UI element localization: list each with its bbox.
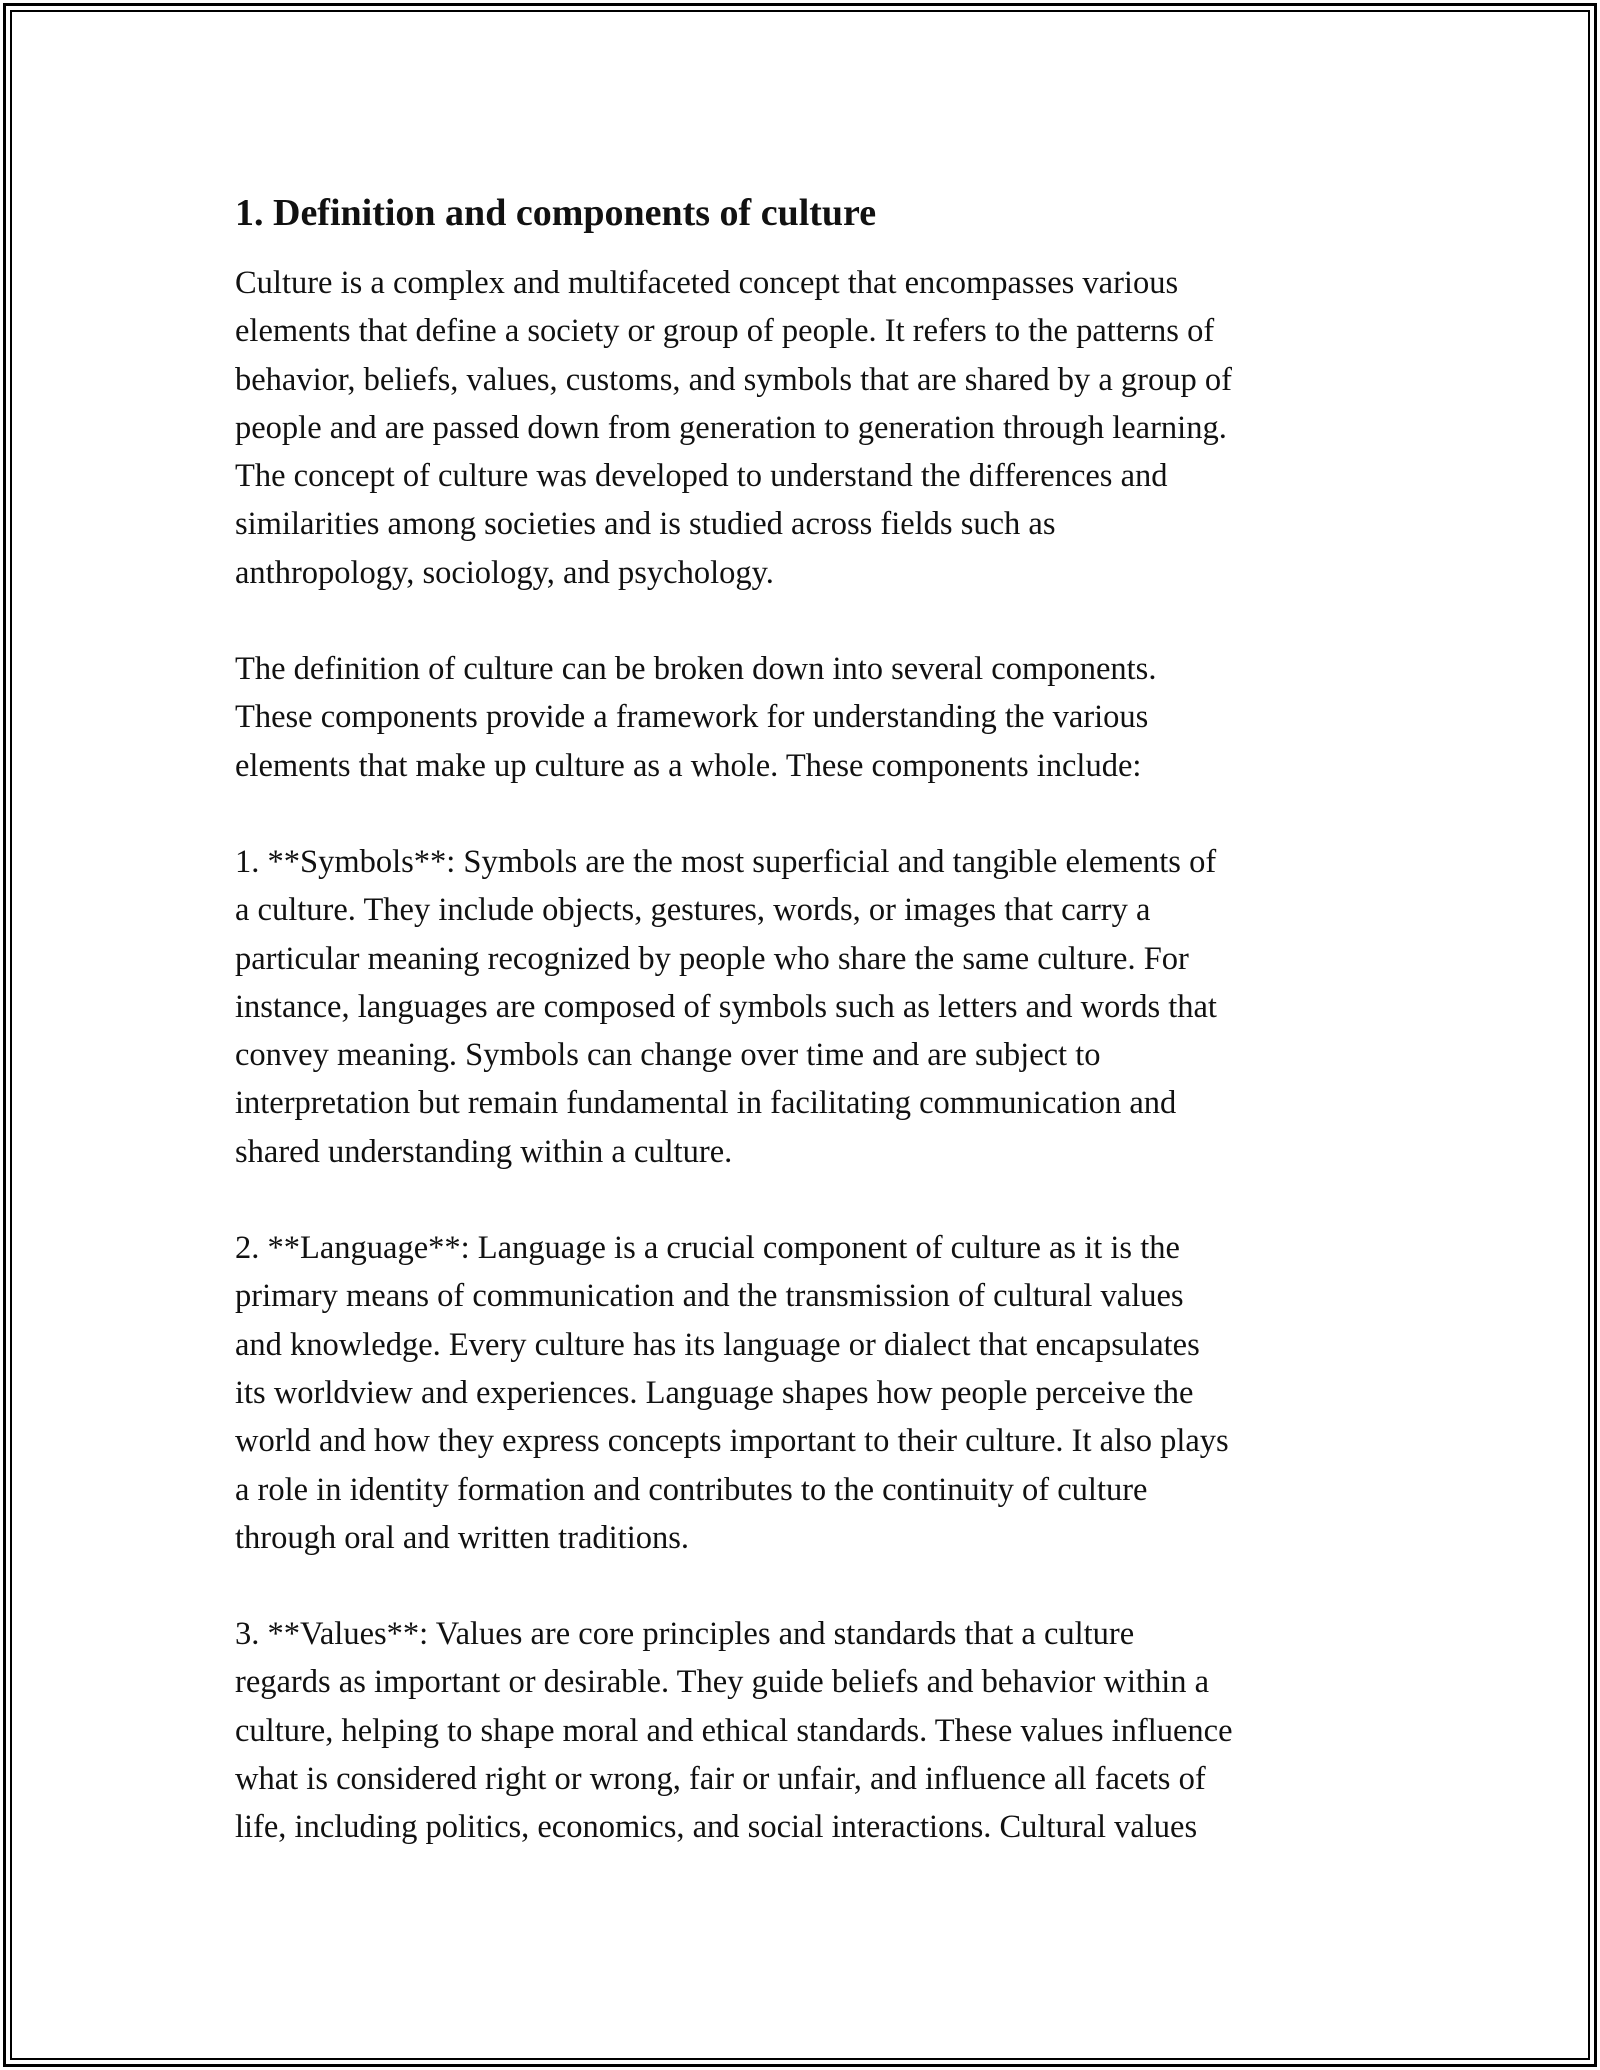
section-heading: 1. Definition and components of culture bbox=[235, 192, 877, 234]
language-paragraph: 2. **Language**: Language is a crucial component of culture as it is the primary means of communication and the transmission of cultural values and knowledge. Every culture has its language or dialect that encapsulates its worldview and experiences. Language shapes how people perceive the world and how they express concepts important to their culture. It also plays a role in identity formation and contributes to the continuity of culture through oral and written traditions. bbox=[235, 1230, 1229, 1556]
values-paragraph: 3. **Values**: Values are core principles and standards that a culture regards as important or desirable. They guide beliefs and behavior within a culture, helping to shape moral and ethical standards. These values influence what is considered right or wrong, fair or unfair, and influence all facets of life, including politics, economics, and social interactions. Cultural values bbox=[235, 1616, 1233, 1846]
symbols-paragraph: 1. **Symbols**: Symbols are the most superficial and tangible elements of a culture. They include objects, gestures, words, or images that carry a particular meaning recognized by people who share the same culture. For instance, languages are composed of symbols such as letters and words that convey meaning. Symbols can change over time and are subject to interpretation but remain fundamental in facilitating communication and shared understanding within a culture. bbox=[235, 843, 1217, 1170]
components-intro-paragraph: The definition of culture can be broken down into several components. These components provide a framework for understanding the various elements that make up culture as a whole. These components include: bbox=[235, 651, 1157, 784]
intro-paragraph: Culture is a complex and multifaceted concept that encompasses various elements that define a society or group of people. It refers to the patterns of behavior, beliefs, values, customs, and symbols that are shared by a group of people and are passed down from generation to generation through learning. The concept of culture was developed to understand the differences and similarities among societies and is studied across fields such as anthropology, sociology, and psychology. bbox=[235, 265, 1232, 591]
document-body bbox=[235, 186, 1375, 1852]
